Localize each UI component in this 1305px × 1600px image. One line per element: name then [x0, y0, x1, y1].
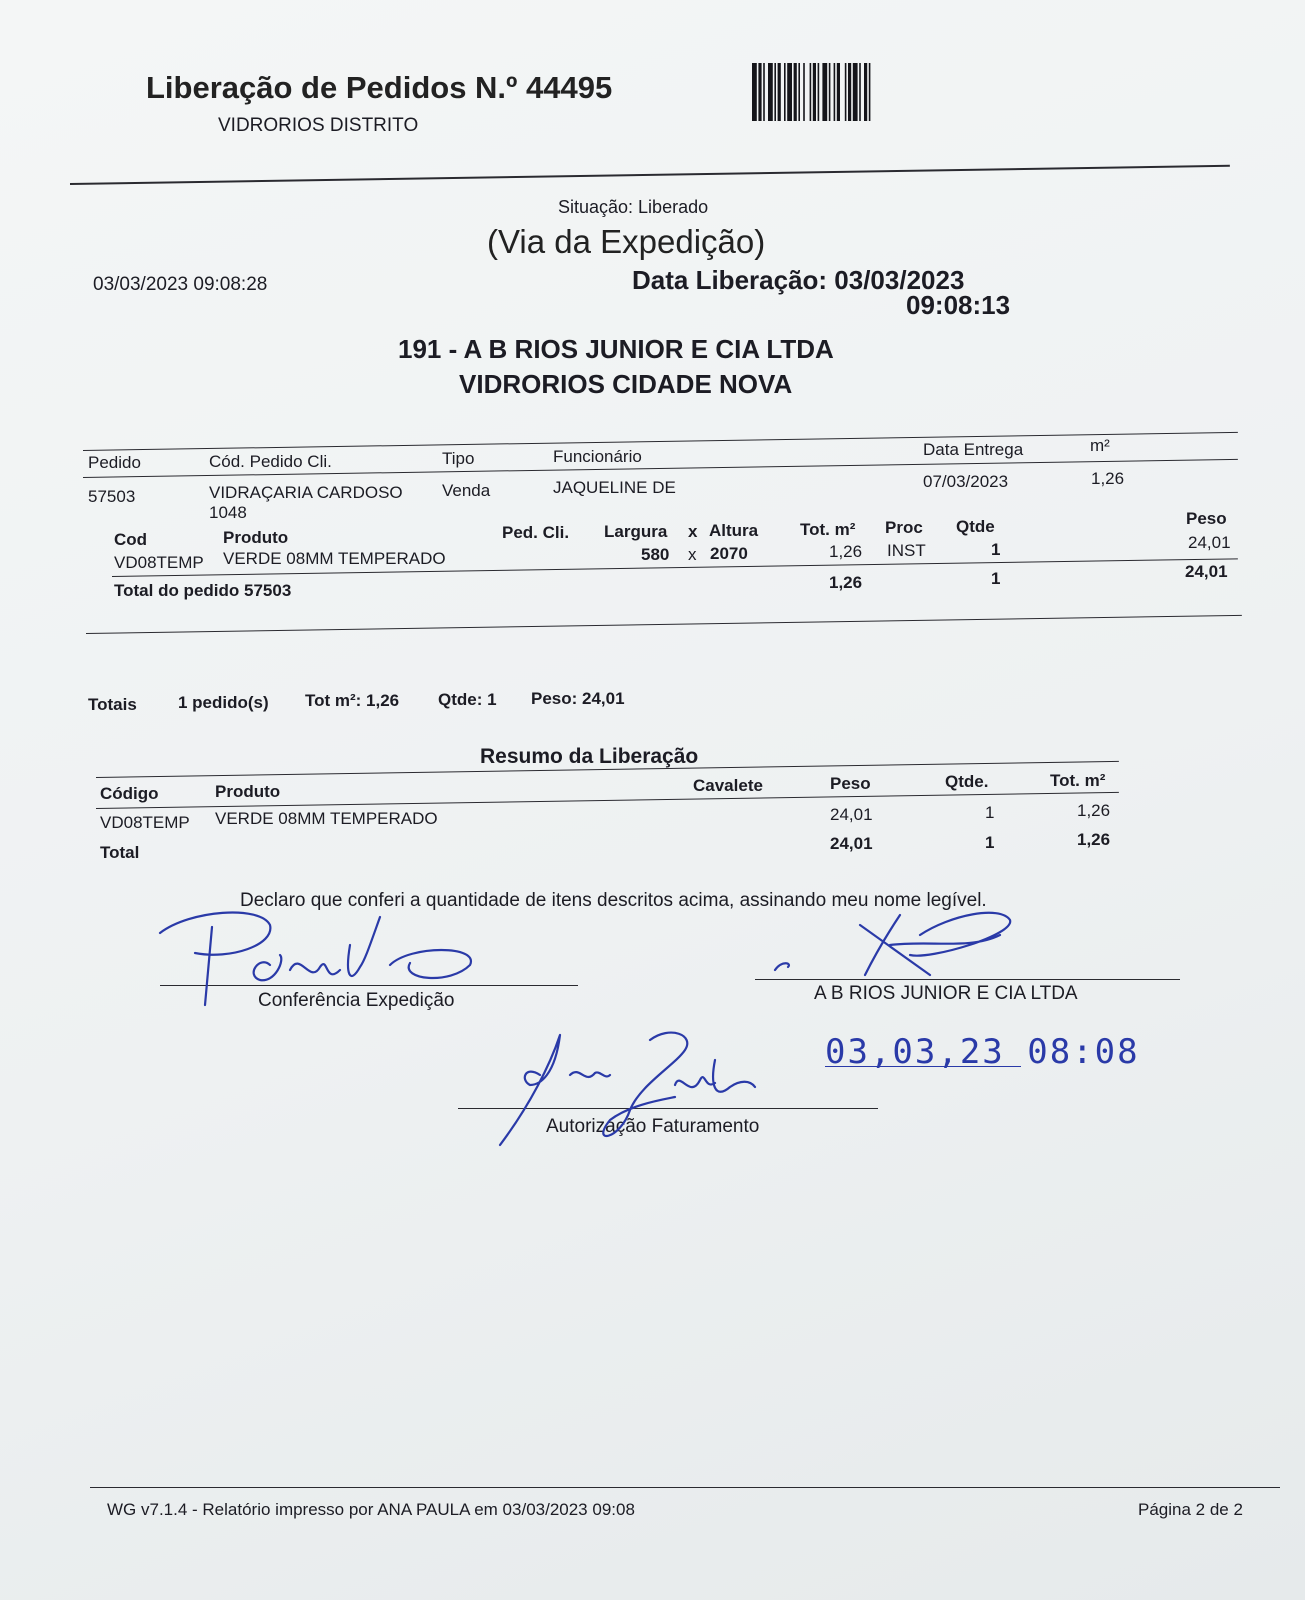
summary-total-tot-m2: 1,26 [1077, 830, 1111, 849]
order-m2: 1,26 [1091, 469, 1125, 488]
summary-header-produto: Produto [215, 782, 281, 801]
item-width: 580 [641, 545, 670, 564]
document-title: Liberação de Pedidos N.º 44495 [146, 70, 613, 105]
summary-peso: 24,01 [830, 805, 873, 824]
handwritten-date: 03,03,23 08:08 [825, 1032, 1140, 1072]
summary-code: VD08TEMP [100, 813, 190, 832]
summary-header-peso: Peso [830, 774, 871, 793]
release-date-label: Data Liberação: 03/03/2023 [632, 265, 965, 295]
printed-timestamp: 03/03/2023 09:08:28 [93, 274, 268, 295]
col-header-tipo: Tipo [442, 449, 475, 468]
item-header-qtde: Qtde [956, 517, 995, 536]
summary-total-peso: 24,01 [830, 834, 873, 853]
order-employee: JAQUELINE DE [553, 478, 676, 497]
order-delivery-date: 07/03/2023 [923, 472, 1009, 491]
order-total-peso: 24,01 [1185, 562, 1228, 581]
item-peso: 24,01 [1188, 533, 1231, 552]
summary-title: Resumo da Liberação [480, 745, 699, 768]
col-header-cod-pedido-cli: Cód. Pedido Cli. [209, 452, 332, 471]
order-client-name: VIDRAÇARIA CARDOSO [209, 483, 403, 502]
barcode-icon [752, 63, 956, 121]
summary-qtde: 1 [985, 803, 995, 822]
authorization-signature-icon [500, 1025, 780, 1150]
order-total-label: Total do pedido 57503 [114, 581, 292, 600]
item-header-proc: Proc [885, 518, 923, 537]
header-divider [70, 165, 1230, 185]
totals-qtde: Qtde: 1 [438, 690, 497, 709]
item-height: 2070 [710, 544, 748, 563]
item-proc: INST [887, 541, 926, 560]
item-header-altura: Altura [709, 521, 759, 540]
item-header-x: x [688, 522, 698, 541]
order-client-code: 1048 [209, 503, 247, 522]
summary-total-label: Total [100, 843, 140, 862]
item-code: VD08TEMP [114, 553, 204, 572]
declaration-text: Declaro que conferi a quantidade de itens descritos acima, assinando meu nome legível. [240, 890, 987, 911]
summary-header-codigo: Código [100, 784, 159, 803]
conference-signature-icon [150, 905, 500, 1015]
order-total-m2: 1,26 [829, 573, 863, 592]
summary-header-tot-m2: Tot. m² [1050, 771, 1106, 790]
summary-product: VERDE 08MM TEMPERADO [215, 809, 438, 828]
client-signature-icon [770, 905, 1030, 985]
order-table-top-rule [83, 432, 1238, 451]
order-type: Venda [442, 481, 491, 500]
document-subtitle: VIDRORIOS DISTRITO [218, 115, 419, 136]
order-number: 57503 [88, 487, 136, 506]
summary-tot-m2: 1,26 [1077, 801, 1111, 820]
item-header-ped-cli: Ped. Cli. [502, 523, 570, 542]
col-header-data-entrega: Data Entrega [923, 440, 1024, 459]
summary-total-qtde: 1 [985, 833, 995, 852]
col-header-pedido: Pedido [88, 453, 141, 472]
item-header-largura: Largura [604, 522, 668, 541]
totals-orders: 1 pedido(s) [178, 693, 269, 712]
item-product: VERDE 08MM TEMPERADO [223, 549, 446, 568]
footer-divider [90, 1487, 1280, 1488]
totals-peso: Peso: 24,01 [531, 689, 625, 708]
summary-header-qtde: Qtde. [945, 772, 989, 791]
item-header-peso: Peso [1186, 509, 1227, 528]
totals-m2: Tot m²: 1,26 [305, 691, 400, 710]
item-header-tot-m2: Tot. m² [800, 520, 856, 539]
status-label: Situação: Liberado [558, 197, 709, 217]
copy-type-label: (Via da Expedição) [487, 223, 766, 260]
conference-signature-label: Conferência Expedição [258, 990, 455, 1011]
handwritten-date-underline [825, 1066, 1021, 1067]
order-table-bottom-rule [86, 615, 1242, 634]
item-header-produto: Produto [223, 528, 289, 547]
footer-print-info: WG v7.1.4 - Relatório impresso por ANA PAULA em 03/03/2023 09:08 [107, 1500, 635, 1519]
summary-header-cavalete: Cavalete [693, 776, 763, 795]
client-company: 191 - A B RIOS JUNIOR E CIA LTDA [398, 334, 834, 364]
client-store: VIDRORIOS CIDADE NOVA [459, 369, 793, 399]
page-number: Página 2 de 2 [1138, 1500, 1243, 1519]
release-time: 09:08:13 [906, 290, 1011, 320]
item-tot-m2: 1,26 [829, 542, 863, 561]
item-x: x [688, 545, 697, 564]
item-qtde: 1 [991, 540, 1001, 559]
totals-label: Totais [88, 695, 137, 714]
client-signature-label: A B RIOS JUNIOR E CIA LTDA [814, 983, 1078, 1004]
col-header-funcionario: Funcionário [553, 447, 642, 466]
item-header-cod: Cod [114, 530, 148, 549]
order-total-qtde: 1 [991, 569, 1001, 588]
authorization-signature-label: Autorização Faturamento [546, 1116, 760, 1137]
col-header-m2: m² [1090, 436, 1110, 455]
